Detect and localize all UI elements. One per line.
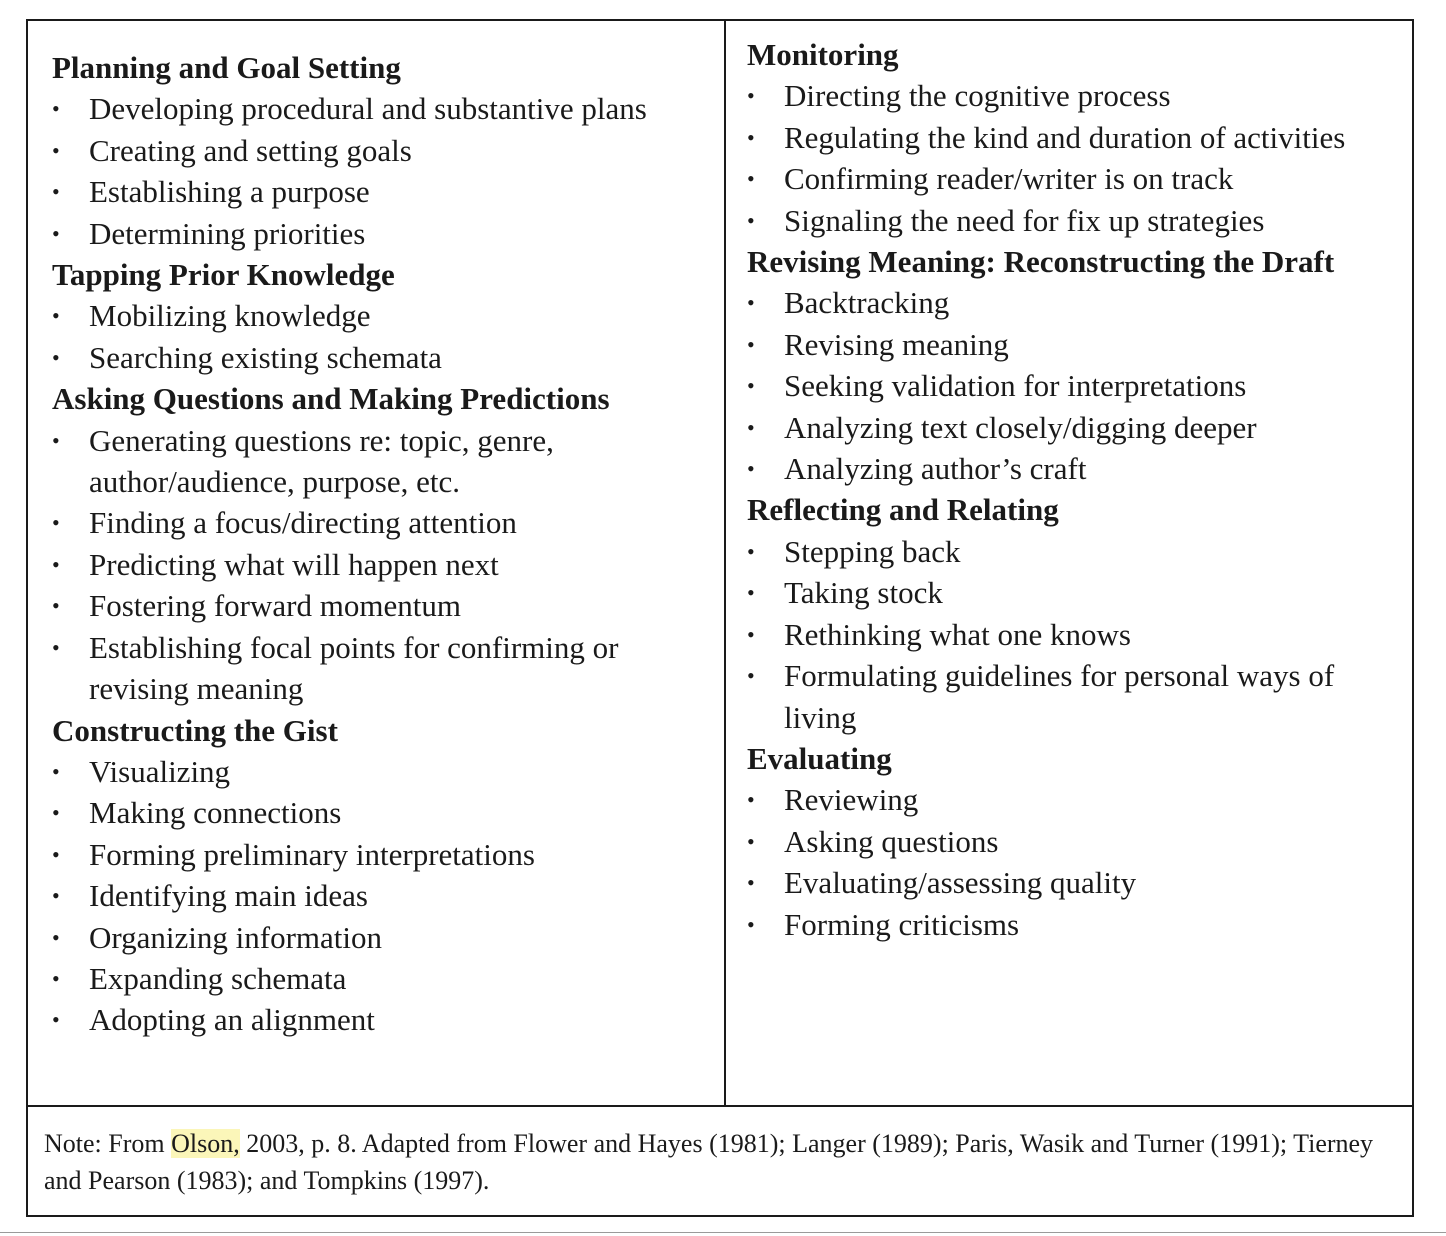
section-monitoring <box>747 34 1412 241</box>
section-reflecting <box>747 489 1412 737</box>
note-divider <box>28 1105 1412 1107</box>
item-list <box>747 531 1412 738</box>
list-item: • Expanding schemata <box>52 958 702 999</box>
page-bottom-rule <box>0 1232 1446 1233</box>
list-item: • Confirming reader/writer is on track <box>747 158 1412 199</box>
section-revising <box>747 241 1412 489</box>
list-item: • Determining priorities <box>52 213 702 254</box>
list-item: • Analyzing text closely/digging deeper <box>747 407 1412 448</box>
section-heading: Tapping Prior Knowledge <box>52 257 395 293</box>
list-item: • Creating and setting goals <box>52 130 702 171</box>
section-heading: Monitoring <box>747 37 899 72</box>
section-heading: Evaluating <box>747 740 892 776</box>
list-item: • Regulating the kind and duration of activities <box>747 117 1412 158</box>
list-item: • Asking questions <box>747 821 1412 862</box>
list-item: • Formulating guidelines for personal ways of living <box>747 655 1412 738</box>
list-item: • Seeking validation for interpretations <box>747 365 1412 406</box>
list-item: • Evaluating/assessing quality <box>747 862 1412 903</box>
section-prior-knowledge <box>52 254 702 378</box>
section-heading: Constructing the Gist <box>52 712 338 748</box>
list-item: • Searching existing schemata <box>52 337 702 378</box>
list-item: • Forming criticisms <box>747 904 1412 945</box>
item-list <box>747 75 1412 241</box>
item-list <box>747 282 1412 489</box>
section-questions-predictions <box>52 378 702 709</box>
section-gist <box>52 710 702 1041</box>
list-item: • Fostering forward momentum <box>52 585 702 626</box>
strategies-table <box>26 19 1414 1217</box>
list-item: • Taking stock <box>747 572 1412 613</box>
section-heading: Asking Questions and Making Predictions <box>52 381 610 417</box>
list-item: • Predicting what will happen next <box>52 544 702 585</box>
list-item: • Rethinking what one knows <box>747 614 1412 655</box>
list-item: • Analyzing author’s craft <box>747 448 1412 489</box>
list-item: • Directing the cognitive process <box>747 75 1412 116</box>
list-item: • Adopting an alignment <box>52 999 702 1040</box>
list-item: • Mobilizing knowledge <box>52 295 702 336</box>
list-item: • Organizing information <box>52 917 702 958</box>
list-item: • Visualizing <box>52 751 702 792</box>
list-item: • Backtracking <box>747 282 1412 323</box>
right-column <box>747 34 1412 945</box>
item-list <box>52 295 702 378</box>
note-prefix: Note: From <box>44 1129 172 1158</box>
list-item: • Establishing a purpose <box>52 171 702 212</box>
item-list <box>747 779 1412 945</box>
column-divider <box>724 21 726 1105</box>
section-heading: Revising Meaning: Reconstructing the Draft <box>747 244 1335 280</box>
list-item: • Developing procedural and substantive plans <box>52 88 702 129</box>
section-evaluating <box>747 738 1412 945</box>
section-heading: Planning and Goal Setting <box>52 50 401 85</box>
list-item: • Making connections <box>52 792 702 833</box>
table-note <box>44 1125 1408 1199</box>
list-item: • Forming preliminary interpretations <box>52 834 702 875</box>
list-item: • Establishing focal points for confirming or revising meaning <box>52 627 702 710</box>
list-item: • Reviewing <box>747 779 1412 820</box>
note-text: 2003, p. 8. Adapted from Flower and Hayes (1981); Langer (1989); Paris, Wasik and Turner (1991); Tierney and Pearson (1983); and Tompkins (1997). <box>44 1129 1374 1195</box>
list-item: • Finding a focus/directing attention <box>52 502 702 543</box>
section-heading: Reflecting and Relating <box>747 492 1059 528</box>
left-column <box>52 47 702 1041</box>
list-item: • Revising meaning <box>747 324 1412 365</box>
list-item: • Generating questions re: topic, genre, author/audience, purpose, etc. <box>52 420 702 503</box>
item-list <box>52 751 702 1041</box>
item-list <box>52 88 702 254</box>
item-list <box>52 420 702 710</box>
list-item: • Signaling the need for fix up strategies <box>747 200 1412 241</box>
note-highlight: Olson, <box>171 1129 240 1158</box>
list-item: • Stepping back <box>747 531 1412 572</box>
list-item: • Identifying main ideas <box>52 875 702 916</box>
section-planning <box>52 47 702 254</box>
